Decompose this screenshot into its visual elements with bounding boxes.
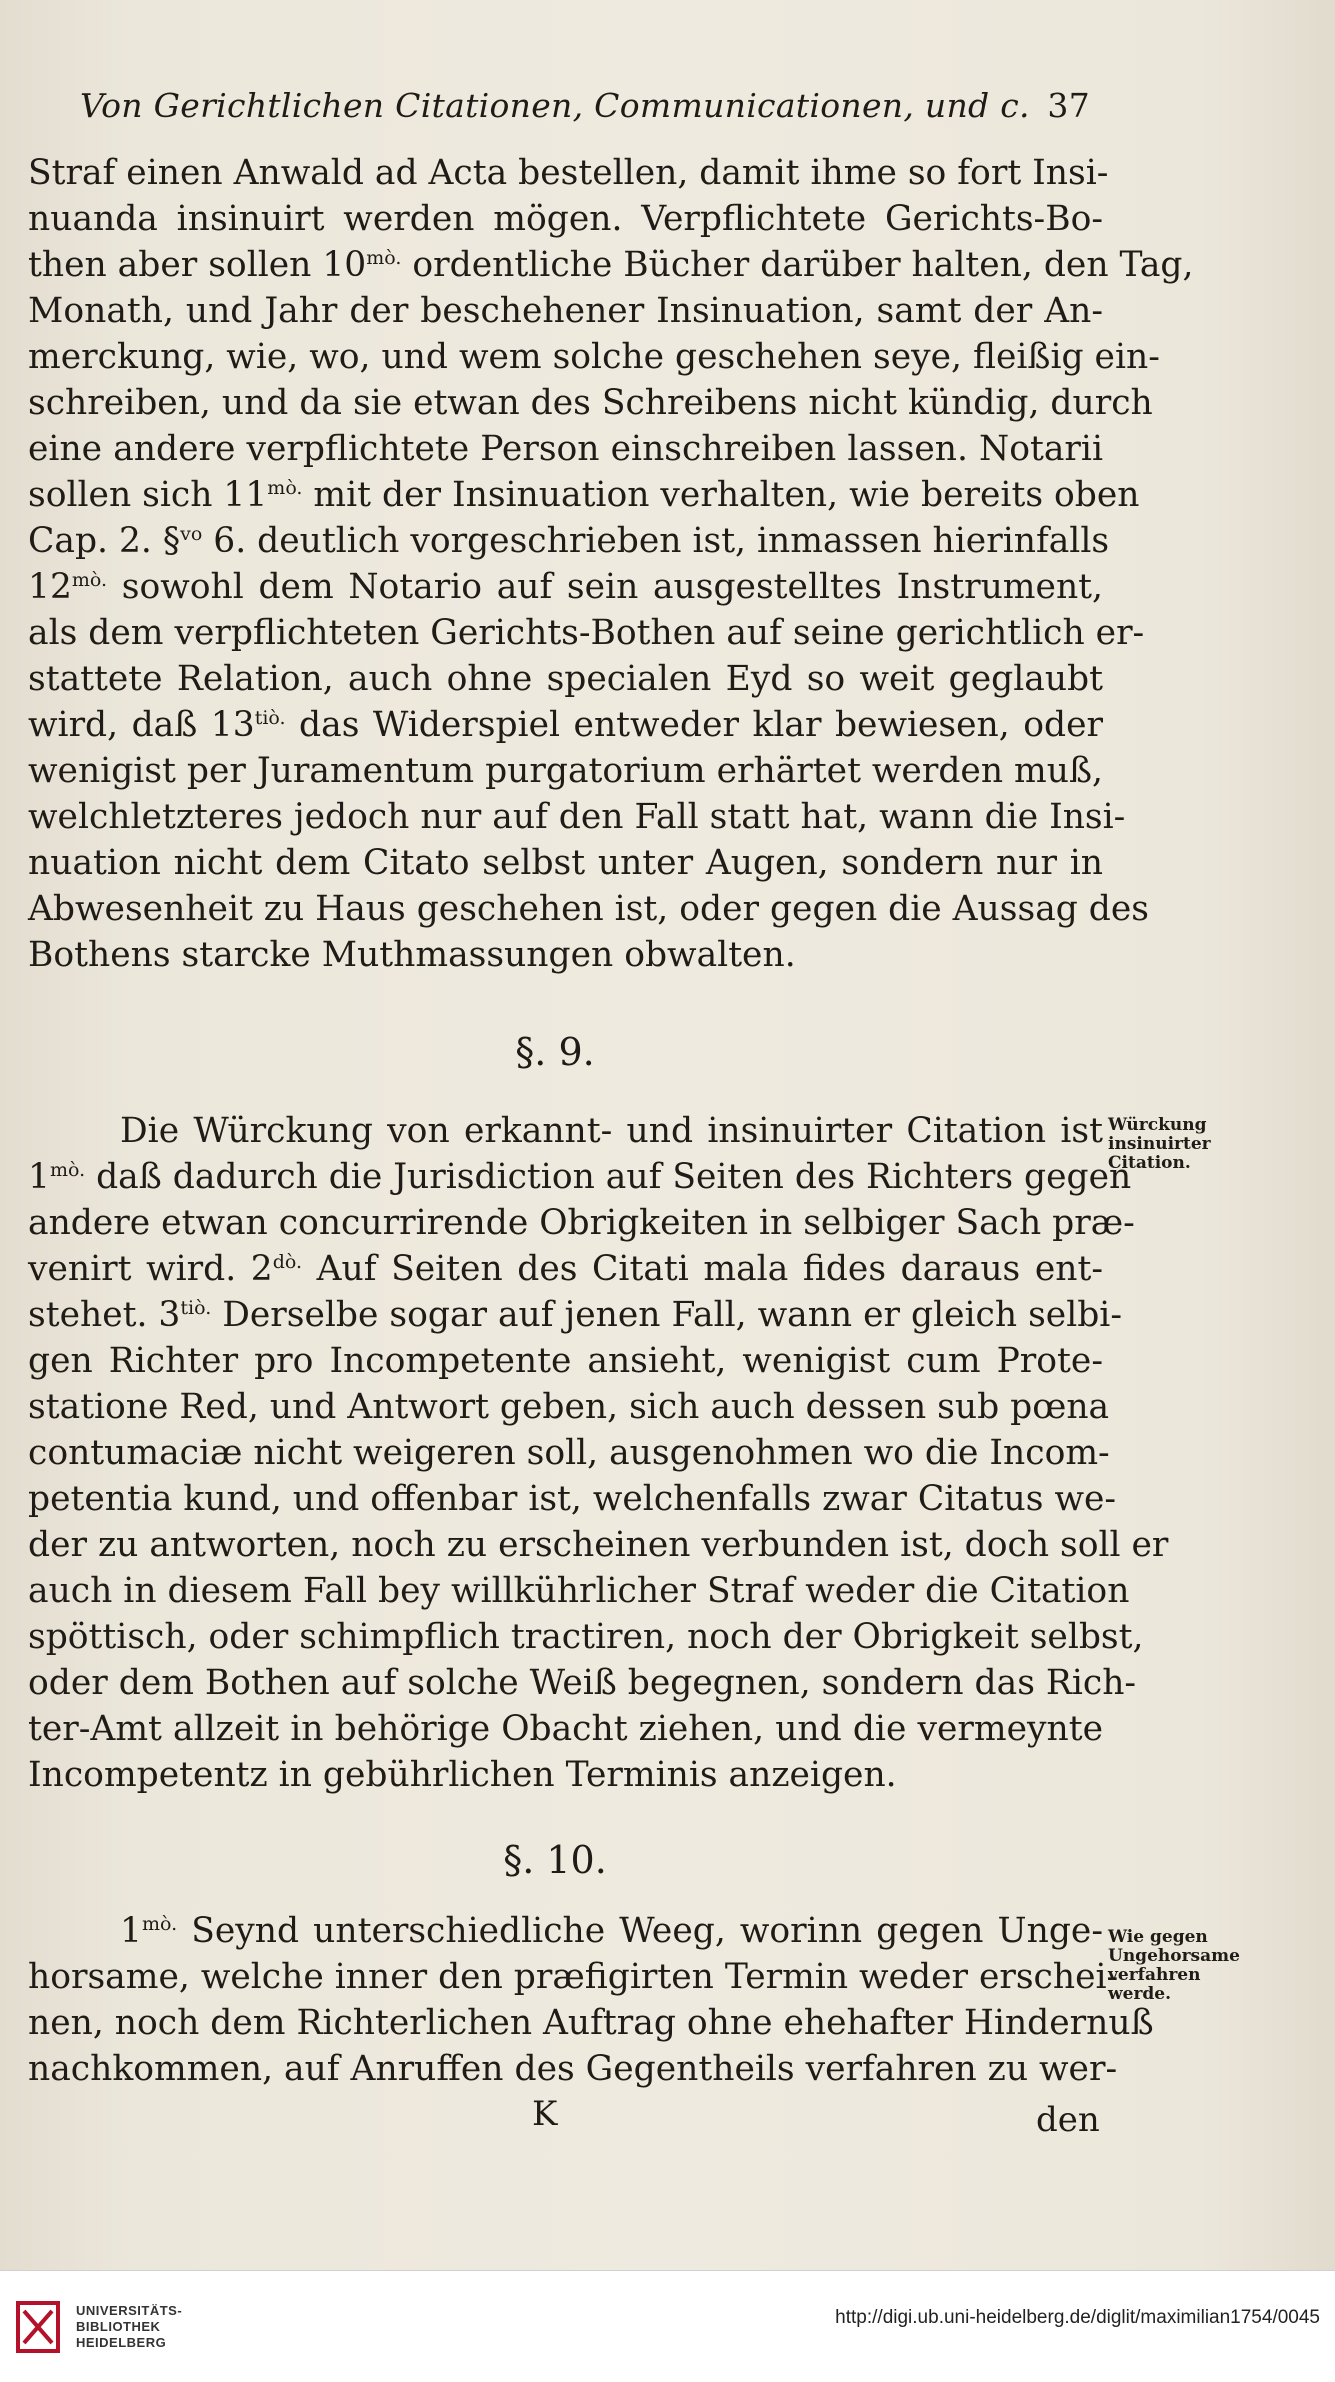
margin-note-line: Ungehorsame (1108, 1946, 1240, 1966)
text-line: oder dem Bothen auf solche Weiß begegnen, sondern das Rich- (28, 1663, 1137, 1703)
margin-note-line: Würckung (1108, 1115, 1207, 1135)
text-line: sollen sich $11^{mò.}$ mit der Insinuation verhalten, wie bereits oben (28, 475, 1140, 515)
text-line: $1^{mò.}$ Seynd unterschiedliche Weeg, worinn gegen Unge- (120, 1911, 1103, 1951)
text-line: $1^{mò.}$ daß dadurch die Jurisdiction auf Seiten des Richters gegen (28, 1157, 1132, 1197)
text-line: eine andere verpflichtete Person einschreiben lassen. Notarii (28, 429, 1103, 469)
text-line: ter-Amt allzeit in behörige Obacht ziehen, und die vermeynte (28, 1709, 1103, 1749)
text-line: horsame, welche inner den præfigirten Termin weder erschei- (28, 1957, 1119, 1997)
ordinal-superscript: mò. (366, 247, 402, 269)
text-line: contumaciæ nicht weigeren soll, ausgenohmen wo die Incom- (28, 1433, 1110, 1473)
margin-note-line: insinuirter (1108, 1134, 1211, 1154)
text-line: gen Richter pro Incompetente ansieht, wenigist cum Prote- (28, 1341, 1103, 1381)
section-9-paragraph (28, 1108, 1169, 1798)
section-heading-10: §. 10. (503, 1838, 607, 1882)
ordinal-superscript: dò. (272, 1251, 303, 1273)
text-line: Incompetentz in gebührlichen Terminis anzeigen. (28, 1755, 897, 1795)
text-line: andere etwan concurrirende Obrigkeiten in selbiger Sach præ- (28, 1203, 1135, 1243)
text-line: petentia kund, und offenbar ist, welchenfalls zwar Citatus we- (28, 1479, 1117, 1519)
margin-note-line: BIBLIOTHEK (76, 2319, 161, 2334)
signature-mark: K (532, 2094, 558, 2134)
text-line: Bothens starcke Muthmassungen obwalten. (28, 935, 796, 975)
text-line: nachkommen, auf Anruffen des Gegentheils verfahren zu wer- (28, 2049, 1118, 2089)
permalink-url[interactable]: http://digi.ub.uni-heidelberg.de/diglit/maximilian1754/0045 (835, 2307, 1320, 2328)
text-line: statione Red, und Antwort geben, sich auch dessen sub pœna (28, 1387, 1110, 1427)
text-line: then aber sollen $10^{mò.}$ ordentliche Bücher darüber halten, den Tag, (28, 245, 1194, 285)
text-line: stehet. $3^{tiò.}$ Derselbe sogar auf jenen Fall, wann er gleich selbi- (28, 1295, 1122, 1335)
page-number: 37 (1047, 86, 1090, 125)
text-line: Monath, und Jahr der beschehener Insinuation, samt der An- (28, 291, 1103, 331)
text-line: der zu antworten, noch zu erscheinen verbunden ist, doch soll er (28, 1525, 1169, 1565)
library-logo[interactable] (14, 2297, 189, 2357)
text-line: wenigist per Juramentum purgatorium erhärtet werden muß, (28, 751, 1103, 791)
library-logo-icon (14, 2297, 66, 2357)
text-line: stattete Relation, auch ohne specialen Eyd so weit geglaubt (28, 659, 1103, 699)
ordinal-superscript: vo (180, 523, 203, 545)
text-line: merckung, wie, wo, und wem solche geschehen seye, fleißig ein- (28, 337, 1160, 377)
ordinal-superscript: mò. (49, 1159, 86, 1181)
margin-note-line: HEIDELBERG (76, 2335, 167, 2350)
text-line: Straf einen Anwald ad Acta bestellen, damit ihme so fort Insi- (28, 153, 1109, 193)
text-line: wird, daß $13^{tiò.}$ das Widerspiel entweder klar bewiesen, oder (28, 705, 1103, 745)
margin-note-ungehorsame (1108, 1928, 1248, 2004)
text-line: auch in diesem Fall bey willkührlicher Straf weder die Citation (28, 1571, 1130, 1611)
margin-note-line: Wie gegen (1108, 1927, 1208, 1947)
ordinal-superscript: tiò. (254, 707, 286, 729)
text-line: als dem verpflichteten Gerichts-Bothen auf seine gerichtlich er- (28, 613, 1145, 653)
section-heading-9: §. 9. (515, 1030, 595, 1074)
running-header (80, 86, 1090, 125)
text-line: nen, noch dem Richterlichen Auftrag ohne ehehafter Hindernuß (28, 2003, 1154, 2043)
margin-note-wuerckung (1108, 1116, 1248, 1173)
margin-note-line: Citation. (1108, 1153, 1191, 1173)
text-line: Die Würckung von erkannt- und insinuirter Citation ist (120, 1111, 1103, 1151)
text-line: Abwesenheit zu Haus geschehen ist, oder gegen die Aussag des (28, 889, 1150, 929)
ordinal-superscript: mò. (141, 1913, 178, 1935)
text-line: $12^{mò.}$ sowohl dem Notario auf sein ausgestelltes Instrument, (28, 567, 1103, 607)
text-line: welchletzteres jedoch nur auf den Fall statt hat, wann die Insi- (28, 797, 1126, 837)
text-line: spöttisch, oder schimpflich tractiren, noch der Obrigkeit selbst, (28, 1617, 1144, 1657)
ordinal-superscript: mò. (267, 477, 303, 499)
library-logo-text (76, 2303, 182, 2351)
running-title: Von Gerichtlichen Citationen, Communicationen, und c. (80, 86, 1030, 125)
text-line: venirt wird. $2^{dò.}$ Auf Seiten des Citati mala fides daraus ent- (28, 1249, 1103, 1289)
text-line: Cap. 2. §$^{vo}$ 6. deutlich vorgeschrieben ist, inmassen hierinfalls (28, 521, 1110, 561)
text-line: nuanda insinuirt werden mögen. Verpflichtete Gerichts-Bo- (28, 199, 1103, 239)
margin-note-line: verfahren (1108, 1965, 1201, 1985)
viewer-footer (0, 2270, 1335, 2382)
paragraph-continuation (28, 150, 1194, 978)
margin-note-line: werde. (1108, 1984, 1172, 2004)
ordinal-superscript: mò. (71, 569, 108, 591)
text-line: nuation nicht dem Citato selbst unter Augen, sondern nur in (28, 843, 1103, 883)
ordinal-superscript: tiò. (180, 1297, 212, 1319)
text-line: schreiben, und da sie etwan des Schreibens nicht kündig, durch (28, 383, 1153, 423)
margin-note-line: UNIVERSITÄTS- (76, 2303, 183, 2318)
catchword: den (1036, 2100, 1100, 2140)
